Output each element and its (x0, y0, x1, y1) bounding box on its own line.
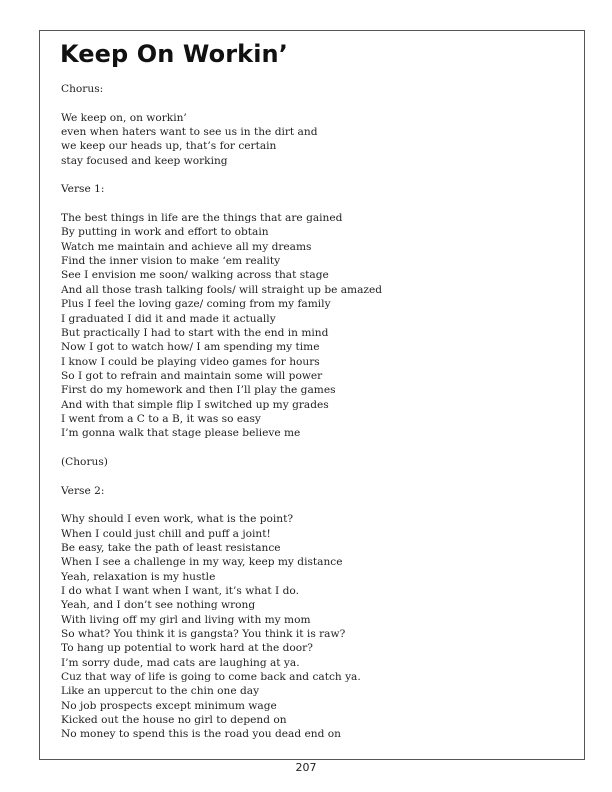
lyric-line: Yeah, and I don’t see nothing wrong (61, 599, 256, 612)
blank-line (61, 441, 576, 455)
lyric-line: Find the inner vision to make ‘em reality (61, 255, 281, 268)
blank-line (61, 96, 576, 110)
lyric-line: And with that simple flip I switched up my grades (61, 398, 329, 411)
lyric-line: Verse 2: (61, 484, 105, 497)
lyric-line: even when haters want to see us in the dirt and (61, 126, 318, 139)
lyric-line: See I envision me soon/ walking across that stage (61, 269, 329, 282)
lyric-line: we keep our heads up, that’s for certain (61, 140, 277, 153)
lyric-line: We keep on, on workin’ (61, 111, 187, 124)
song-title: Keep On Workin’ (60, 40, 288, 68)
lyric-line: I’m gonna walk that stage please believe me (61, 427, 301, 440)
page-number: 207 (295, 761, 317, 774)
blank-line (61, 498, 576, 512)
lyric-line: I graduated I did it and made it actually (61, 312, 276, 325)
lyric-line: Plus I feel the loving gaze/ coming from my family (61, 298, 331, 311)
blank-line (61, 168, 576, 182)
lyric-line: But practically I had to start with the end in mind (61, 326, 329, 339)
lyric-line: Now I got to watch how/ I am spending my time (61, 341, 320, 354)
lyric-line: Yeah, relaxation is my hustle (61, 570, 216, 583)
lyric-line: When I see a challenge in my way, keep my distance (61, 556, 343, 569)
lyric-line: And all those trash talking fools/ will straight up be amazed (61, 283, 383, 296)
lyric-line: By putting in work and effort to obtain (61, 226, 269, 239)
lyric-line: Why should I even work, what is the point? (61, 513, 294, 526)
lyric-line: No job prospects except minimum wage (61, 699, 277, 712)
lyric-line: The best things in life are the things that are gained (61, 212, 343, 225)
lyric-line: (Chorus) (61, 455, 108, 468)
lyric-line: So what? You think it is gangsta? You think it is raw? (61, 628, 346, 641)
lyric-line: Watch me maintain and achieve all my dreams (61, 240, 312, 253)
blank-line (61, 197, 576, 211)
lyric-line: When I could just chill and puff a joint! (61, 527, 271, 540)
lyric-line: I know I could be playing video games for hours (61, 355, 320, 368)
lyric-line: Cuz that way of life is going to come back and catch ya. (61, 671, 361, 684)
blank-line (61, 469, 576, 483)
lyric-line: With living off my girl and living with my mom (61, 613, 311, 626)
lyric-line: To hang up potential to work hard at the door? (61, 642, 313, 655)
lyric-line: First do my homework and then I’ll play the games (61, 384, 336, 397)
lyric-line: Like an uppercut to the chin one day (61, 685, 260, 698)
lyric-line: Chorus: (61, 83, 104, 95)
lyric-line: I went from a C to a B, it was so easy (61, 412, 261, 425)
lyric-line: Verse 1: (61, 183, 105, 196)
lyric-line: Kicked out the house no girl to depend on (61, 714, 287, 727)
lyric-line: So I got to refrain and maintain some will power (61, 369, 323, 382)
lyric-line: No money to spend this is the road you dead end on (61, 728, 341, 741)
lyric-line: Be easy, take the path of least resistance (61, 542, 281, 554)
lyrics-body (61, 82, 576, 742)
lyric-line: stay focused and keep working (61, 154, 228, 167)
lyric-line: I do what I want when I want, it’s what I do. (61, 585, 299, 598)
lyric-line: I’m sorry dude, mad cats are laughing at ya. (61, 656, 300, 669)
